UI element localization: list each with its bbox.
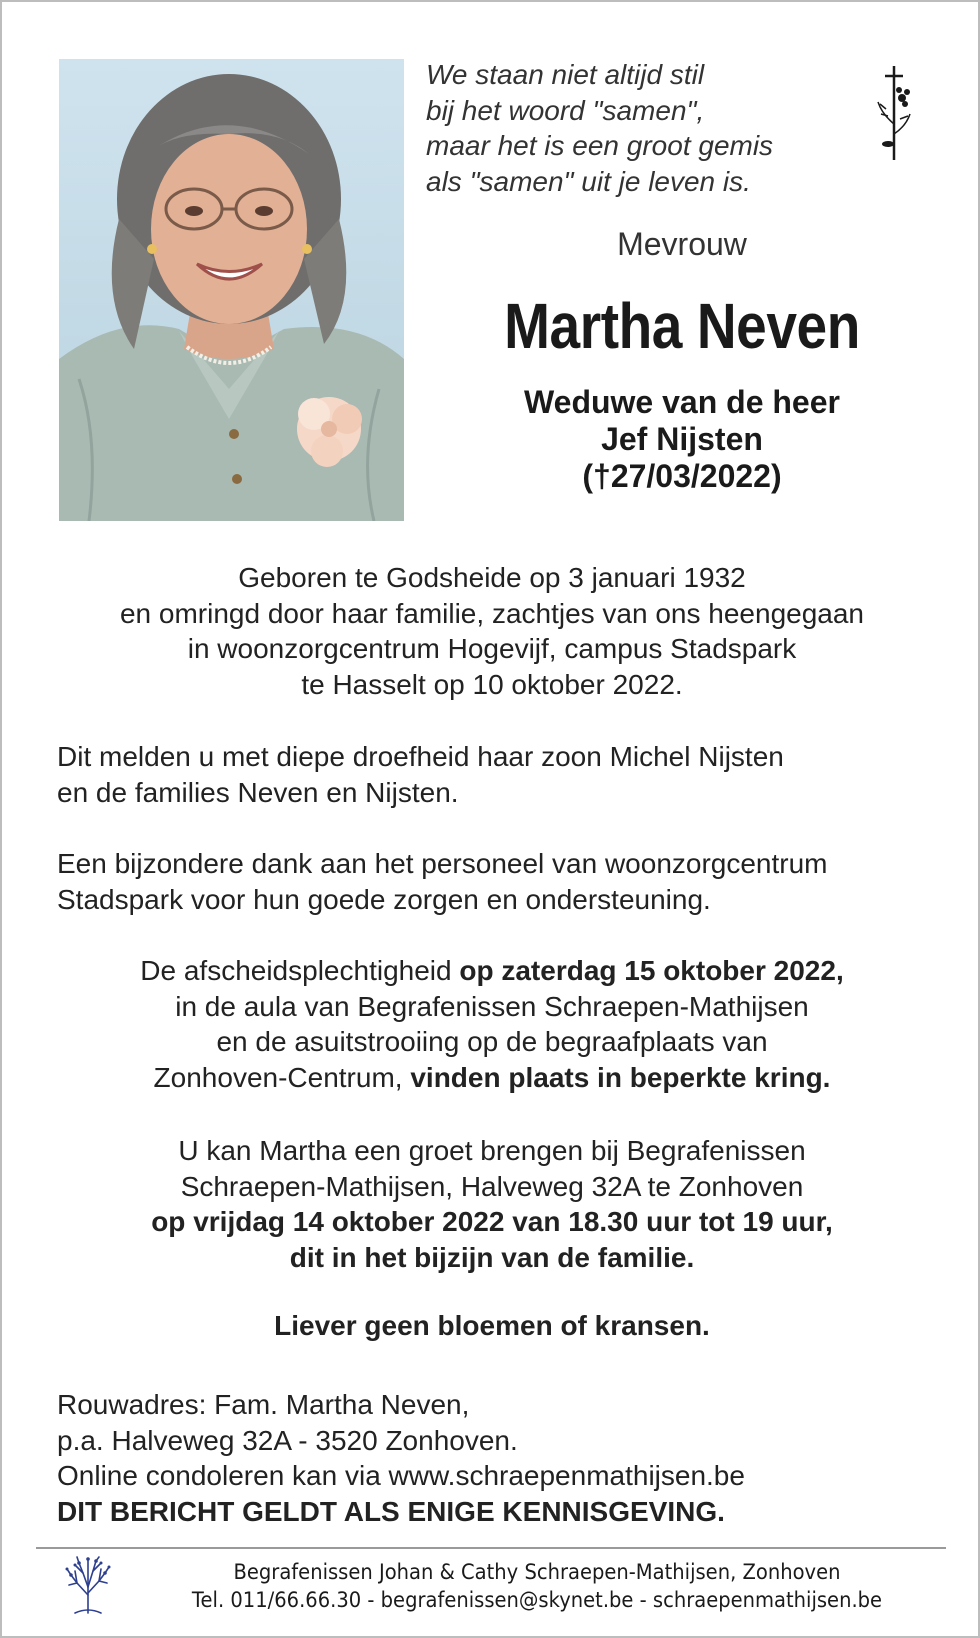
text-line: Geboren te Godsheide op 3 januari 1932 [238, 562, 746, 593]
footer-divider [36, 1547, 946, 1549]
text-line: Schraepen-Mathijsen, Halveweg 32A te Zonhoven [180, 1170, 804, 1202]
widow-line: Weduwe van de heer [524, 384, 840, 420]
text-line: Online condoleren kan via www.schraepenmathijsen.be [57, 1460, 745, 1491]
portrait-photo [59, 59, 404, 521]
text-line: te Hasselt op 10 oktober 2022. [301, 668, 683, 700]
text-line: en de asuitstrooiing op de begraafplaats van [216, 1026, 768, 1057]
footer-contact [127, 1558, 947, 1614]
text-line: in woonzorgcentrum Hogevijf, campus Stadspark [187, 633, 797, 664]
poem-line: als "samen" uit je leven is. [426, 165, 751, 197]
footer-company: Begrafenissen Johan & Cathy Schraepen-Mathijsen, Zonhoven [233, 1560, 841, 1584]
deceased-name: Martha Neven [504, 290, 860, 362]
poem [426, 57, 846, 199]
text-line [57, 953, 927, 989]
poem-line: maar het is een groot gemis [426, 130, 774, 161]
text-line: p.a. Halveweg 32A - 3520 Zonhoven. [57, 1424, 518, 1456]
ceremony-location: Zonhoven-Centrum, [153, 1061, 411, 1093]
address-block [57, 1387, 927, 1529]
widow-info [427, 384, 937, 495]
header-block [427, 220, 937, 495]
text-line: Een bijzondere dank aan het personeel van woonzorgcentrum [57, 848, 828, 879]
cross-with-flower-icon [872, 64, 916, 162]
text-line: en omringd door haar familie, zachtjes van ons heengegaan [119, 597, 865, 629]
ceremony-private-note: vinden plaats in beperkte kring. [410, 1061, 831, 1093]
text-line: in de aula van Begrafenissen Schraepen-Mathijsen [175, 990, 809, 1022]
visitation-note: dit in het bijzijn van de familie. [289, 1241, 695, 1273]
footer-contact-details: Tel. 011/66.66.30 - begrafenissen@skynet.be - schraepenmathijsen.be [191, 1588, 883, 1612]
salutation: Mevrouw [617, 226, 747, 262]
widow-line: Jef Nijsten [601, 421, 763, 457]
text-line: Stadspark voor hun goede zorgen en ondersteuning. [57, 883, 711, 915]
text-line: U kan Martha een groet brengen bij Begrafenissen [178, 1135, 806, 1166]
notice-line: DIT BERICHT GELDT ALS ENIGE KENNISGEVING. [57, 1495, 725, 1527]
portrait-illustration [59, 59, 404, 521]
text-line: Rouwadres: Fam. Martha Neven, [57, 1389, 470, 1420]
widow-line: (†27/03/2022) [582, 458, 782, 494]
thanks-paragraph [57, 846, 927, 917]
tree-logo-icon [65, 1555, 111, 1615]
ceremony-paragraph [57, 953, 927, 1095]
ceremony-date: op zaterdag 15 oktober 2022, [459, 955, 844, 986]
visitation-paragraph [57, 1133, 927, 1275]
visitation-time: op vrijdag 14 oktober 2022 van 18.30 uur tot 19 uur, [151, 1206, 833, 1237]
birth-paragraph [57, 560, 927, 702]
text-line: en de families Neven en Nijsten. [57, 776, 459, 808]
poem-line: bij het woord "samen", [426, 94, 705, 126]
poem-line: We staan niet altijd stil [426, 59, 705, 90]
ceremony-intro: De afscheidsplechtigheid [140, 955, 460, 986]
announcement-paragraph [57, 739, 927, 810]
no-flowers-note: Liever geen bloemen of kransen. [274, 1310, 710, 1341]
text-line [57, 1060, 927, 1096]
text-line: Dit melden u met diepe droefheid haar zoon Michel Nijsten [57, 741, 784, 772]
